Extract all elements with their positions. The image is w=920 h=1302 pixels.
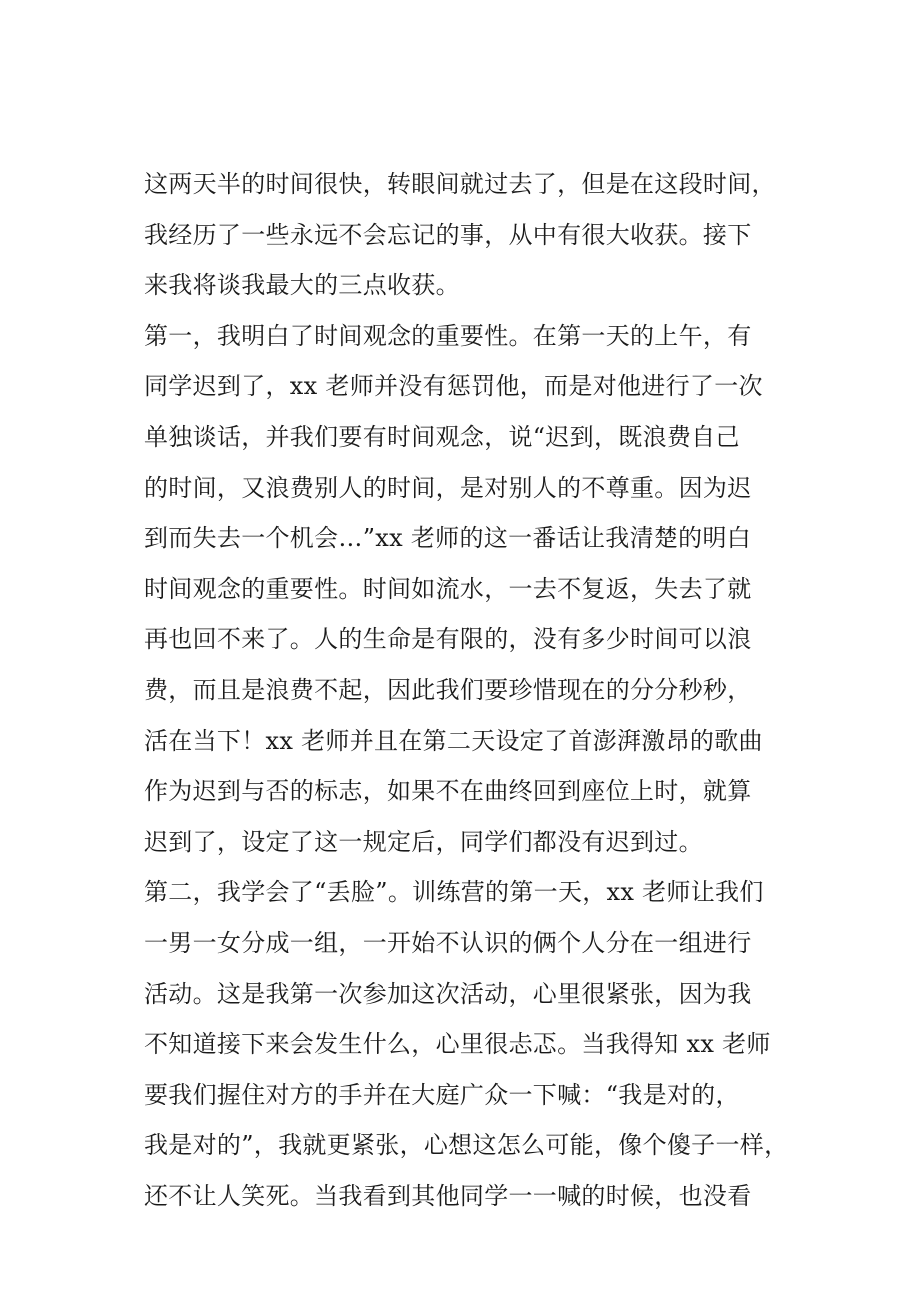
body-text xyxy=(144,159,789,1221)
text-line: 时间观念的重要性。时间如流水，一去不复返，失去了就 xyxy=(144,574,752,603)
text-line: 单独谈话，并我们要有时间观念，说“迟到，既浪费自己 xyxy=(144,422,740,451)
text-line: 我经历了一些永远不会忘记的事，从中有很大收获。接下 xyxy=(144,220,752,249)
text-line: 第一，我明白了时间观念的重要性。在第一天的上午，有 xyxy=(144,321,752,350)
text-line: 同学迟到了，xx 老师并没有惩罚他，而是对他进行了一次 xyxy=(144,372,763,401)
text-line: 第二，我学会了“丢脸”。训练营的第一天，xx 老师让我们 xyxy=(144,878,764,907)
text-line: 费，而且是浪费不起，因此我们要珍惜现在的分分秒秒， xyxy=(144,675,752,704)
text-line: 这两天半的时间很快，转眼间就过去了，但是在这段时间， xyxy=(144,170,776,198)
text-line: 到而失去一个机会…”xx 老师的这一番话让我清楚的明白 xyxy=(144,524,752,553)
text-line: 再也回不来了。人的生命是有限的，没有多少时间可以浪 xyxy=(144,625,752,654)
text-line: 不知道接下来会发生什么，心里很忐忑。当我得知 xx 老师 xyxy=(144,1030,771,1059)
text-line: 的时间，又浪费别人的时间，是对别人的不尊重。因为迟 xyxy=(144,473,752,502)
text-line: 来我将谈我最大的三点收获。 xyxy=(144,271,460,300)
text-line: 我是对的”，我就更紧张，心想这怎么可能，像个傻子一样， xyxy=(144,1131,789,1160)
text-line: 作为迟到与否的标志，如果不在曲终回到座位上时，就算 xyxy=(144,777,752,806)
text-line: 活动。这是我第一次参加这次活动，心里很紧张，因为我 xyxy=(144,979,752,1008)
text-line: 要我们握住对方的手并在大庭广众一下喊：“我是对的， xyxy=(144,1080,740,1109)
text-line: 还不让人笑死。当我看到其他同学一一喊的时候，也没看 xyxy=(144,1181,752,1210)
text-line: 活在当下！xx 老师并且在第二天设定了首澎湃激昂的歌曲 xyxy=(144,726,763,755)
text-line: 迟到了，设定了这一规定后，同学们都没有迟到过。 xyxy=(144,827,703,856)
text-line: 一男一女分成一组，一开始不认识的俩个人分在一组进行 xyxy=(144,928,752,957)
